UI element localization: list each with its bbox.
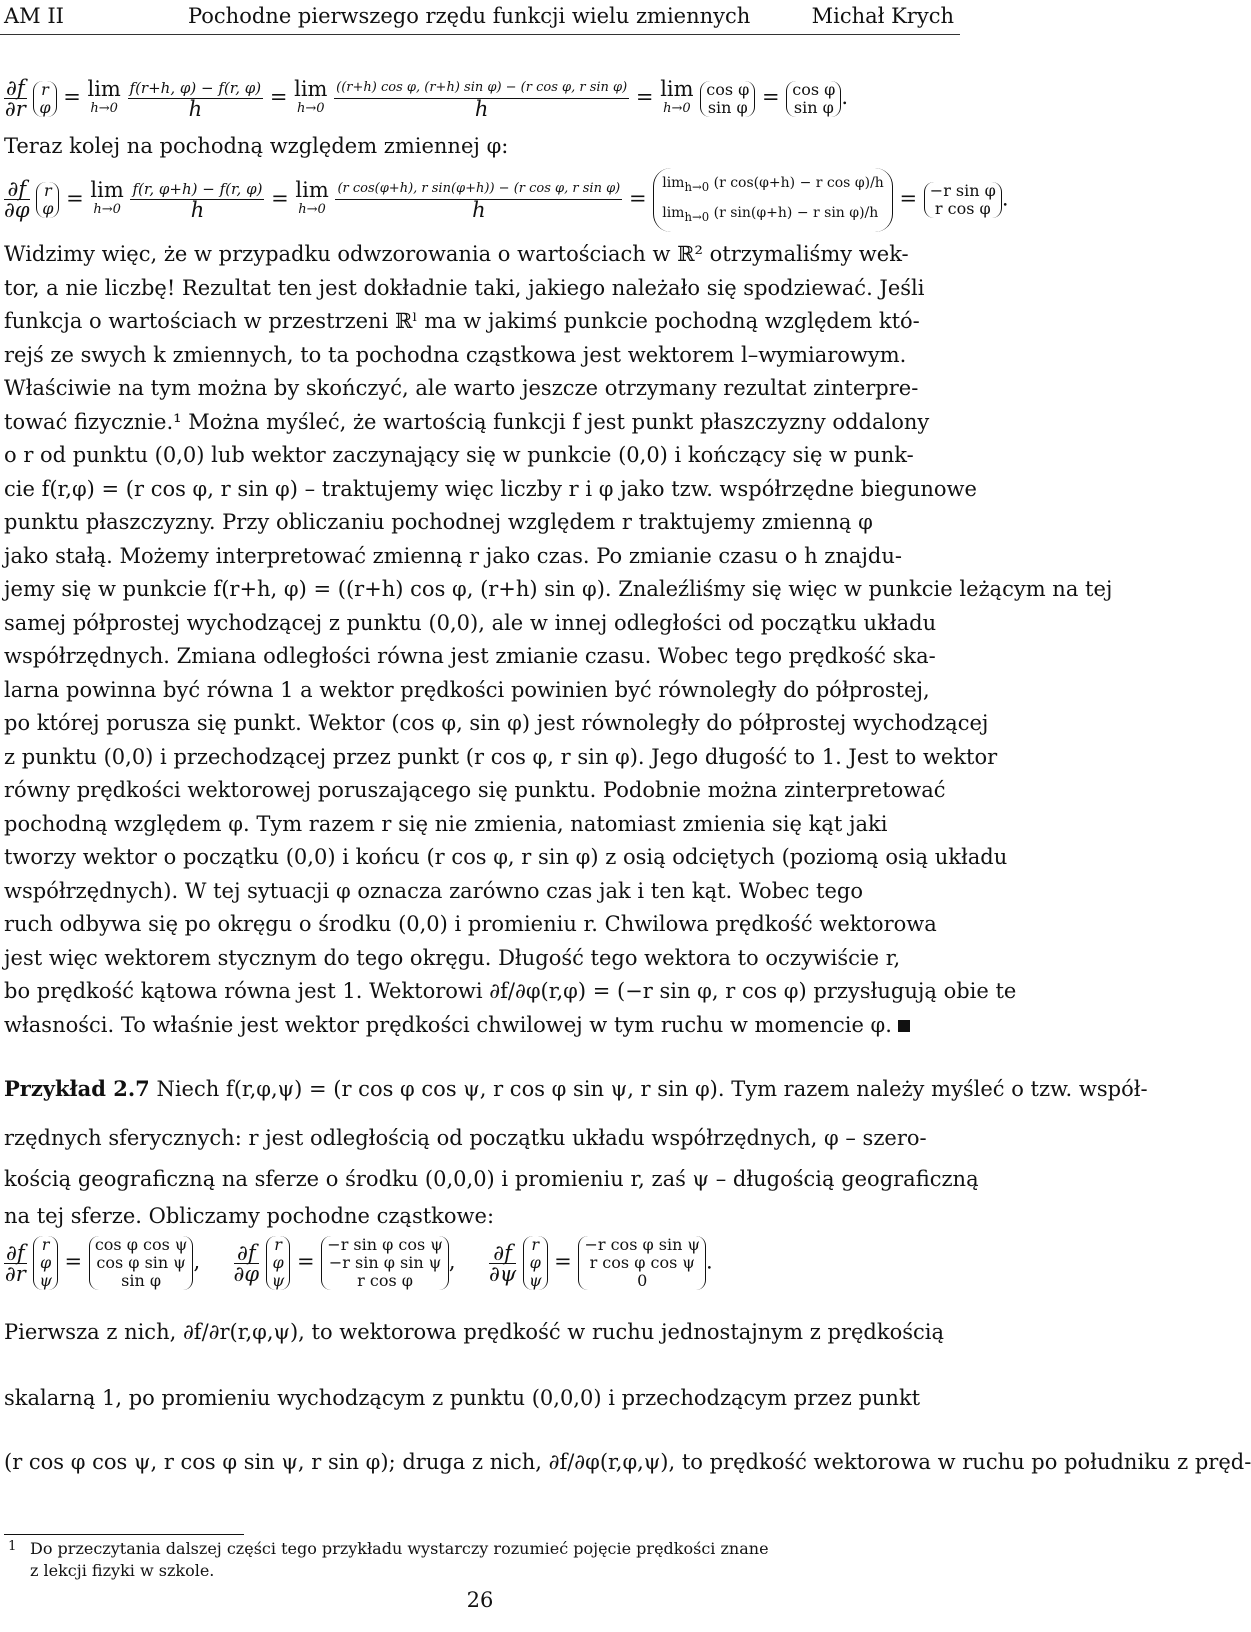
paragraph-line: z punktu (0,0) i przechodzącej przez punkt (r cos φ, r sin φ). Jego długość to 1. Jest to wektor [4, 744, 998, 769]
equation-df-dr: $\frac{\partial f}{\partial r}$ r φ = lim h→0 $\frac{f(r+h, \varphi) - f(r, \varphi)}{h}$ = lim h→0 $\frac{\text{((r+h) cos φ, (r+h) sin φ) − (r cos φ, r sin φ)}}{h}$ = lim h→0 cos φ sin φ = cos φ sin φ . [4, 76, 849, 121]
paragraph-line: jest więc wektorem stycznym do tego okręgu. Długość tego wektora to oczywiście r, [4, 945, 901, 970]
paragraph-line: tować fizycznie.¹ Można myśleć, że wartością funkcji f jest punkt płaszczyzny oddalony [4, 409, 930, 434]
paragraph-line: tor, a nie liczbę! Rezultat ten jest dokładnie taki, jakiego należało się spodziewać. Jeśli [4, 275, 925, 300]
paragraph-line: ruch odbywa się po okręgu o środku (0,0) i promieniu r. Chwilowa prędkość wektorowa [4, 912, 937, 936]
paragraph-line: punktu płaszczyzny. Przy obliczaniu pochodnej względem r traktujemy zmienną φ [4, 510, 873, 534]
example-after-2: (r cos φ cos ψ, r cos φ sin ψ, r sin φ); druga z nich, ∂f/∂φ(r,φ,ψ), to prędkość wektorowa w ruchu po południku z pręd- [4, 1450, 1251, 1474]
paragraph-line: Widzimy więc, że w przypadku odwzorowania o wartościach w ℝ² otrzymaliśmy wek- [4, 242, 909, 266]
paragraph-line: samej półprostej wychodzącej z punktu (0,0), ale w innej odległości od początku układu [4, 610, 937, 635]
paragraph-line: jako stałą. Możemy interpretować zmienną r jako czas. Po zmianie czasu o h znajdu- [4, 543, 902, 568]
paragraph-line: współrzędnych). W tej sytuacji φ oznacza zarówno czas jak i ten kąt. Wobec tego [4, 878, 863, 903]
footnote-rule [4, 1534, 244, 1535]
paragraph-line: pochodną względem φ. Tym razem r się nie zmienia, natomiast zmienia się kąt jaki [4, 811, 888, 836]
footnote-line-1: z lekcji fizyki w szkole. [30, 1561, 215, 1580]
running-header-author: Michał Krych [811, 4, 954, 28]
footnote-mark: 1 [8, 1539, 17, 1554]
paragraph-line: cie f(r,φ) = (r cos φ, r sin φ) – traktujemy więc liczby r i φ jako tzw. współrzędne biegunowe [4, 476, 977, 501]
qed-square-icon [898, 1020, 910, 1032]
example-after-0: Pierwsza z nich, ∂f/∂r(r,φ,ψ), to wektorowa prędkość w ruchu jednostajnym z prędkością [4, 1320, 944, 1344]
running-header-left: AM II [4, 4, 64, 28]
footnote-line-0: Do przeczytania dalszej części tego przykładu wystarczy rozumieć pojęcie prędkości znane [30, 1539, 769, 1558]
paragraph-line: równy prędkości wektorowej poruszającego się punktu. Podobnie można zinterpretować [4, 778, 946, 802]
example-after-1: skalarną 1, po promieniu wychodzącym z punktu (0,0,0) i przechodzącym przez punkt [4, 1386, 921, 1410]
paragraph-line: własności. To właśnie jest wektor prędkości chwilowej w tym ruchu w momencie φ. [4, 1009, 956, 1043]
paragraph-line: Właściwie na tym można by skończyć, ale warto jeszcze otrzymany rezultat zinterpre- [4, 376, 919, 400]
paragraph-line: tworzy wektor o początku (0,0) i końcu (r cos φ, r sin φ) z osią odciętych (poziomą osią układu [4, 845, 1008, 869]
equation-spherical-partials: $\frac{\partial f}{\partial r}$ r φ ψ = cos φ cos ψ cos φ sin ψ sin φ , $\frac{\partial f}{\partial\varphi}$ r φ ψ = −r sin φ cos ψ −r sin φ sin ψ r cos φ , $\frac{\partial f}{\partial\psi}$ r φ ψ = −r cos φ sin ψ r cos φ cos ψ 0 . [4, 1235, 713, 1290]
example-line-3: na tej sferze. Obliczamy pochodne cząstkowe: [4, 1204, 495, 1228]
paragraph-line: rejś ze swych k zmiennych, to ta pochodna cząstkowa jest wektorem l–wymiarowym. [4, 342, 907, 367]
page-number: 26 [466, 1588, 494, 1612]
running-header-title: Pochodne pierwszego rzędu funkcji wielu zmiennych [188, 4, 751, 28]
paragraph-line: bo prędkość kątowa równa jest 1. Wektorowi ∂f/∂φ(r,φ) = (−r sin φ, r cos φ) przysługują obie te [4, 979, 1017, 1003]
example-label: Przykład 2.7 [4, 1076, 150, 1101]
paragraph-line: o r od punktu (0,0) lub wektor zaczynający się w punkcie (0,0) i kończący się w punk- [4, 443, 914, 467]
paragraph-line: po której porusza się punkt. Wektor (cos φ, sin φ) jest równoległy do półprostej wychodzącej [4, 711, 989, 735]
example-line-0: Niech f(r,φ,ψ) = (r cos φ cos ψ, r cos φ sin ψ, r sin φ). Tym razem należy myśleć o tzw. współ- [156, 1077, 1148, 1101]
paragraph-line: funkcja o wartościach w przestrzeni ℝˡ ma w jakimś punkcie pochodną względem któ- [4, 309, 920, 333]
example-heading-line [4, 1072, 1148, 1106]
example-line-2: kością geograficzną na sferze o środku (0,0,0) i promieniu r, zaś ψ – długością geograficzną [4, 1167, 979, 1191]
paragraph-interpretation [4, 238, 1113, 1042]
equation-df-dphi: $\frac{\partial f}{\partial\varphi}$ r φ = lim h→0 $\frac{f(r, \varphi+h) - f(r, \varphi)}{h}$ = lim h→0 $\frac{\text{(r cos(φ+h), r sin(φ+h)) − (r cos φ, r sin φ)}}{h}$ = $\lim_{h\to 0} (r$ cos(φ+h) − r cos φ)/h $\lim_{h\to 0} (r$ sin(φ+h) − r sin φ)/h = −r sin φ r cos φ . [4, 168, 956, 232]
intro-line: Teraz kolej na pochodną względem zmiennej φ: [4, 134, 509, 158]
header-rule [0, 34, 960, 35]
paragraph-line: jemy się w punkcie f(r+h, φ) = ((r+h) cos φ, (r+h) sin φ). Znaleźliśmy się więc w punkcie leżącym na tej [4, 577, 1113, 601]
paragraph-line: współrzędnych. Zmiana odległości równa jest zmianie czasu. Wobec tego prędkość ska- [4, 644, 936, 668]
paragraph-line: larna powinna być równa 1 a wektor prędkości powinien być równoległy do półprostej, [4, 677, 930, 702]
example-line-1: rzędnych sferycznych: r jest odległością od początku układu współrzędnych, φ – szero- [4, 1126, 927, 1150]
footnote [8, 1538, 910, 1582]
